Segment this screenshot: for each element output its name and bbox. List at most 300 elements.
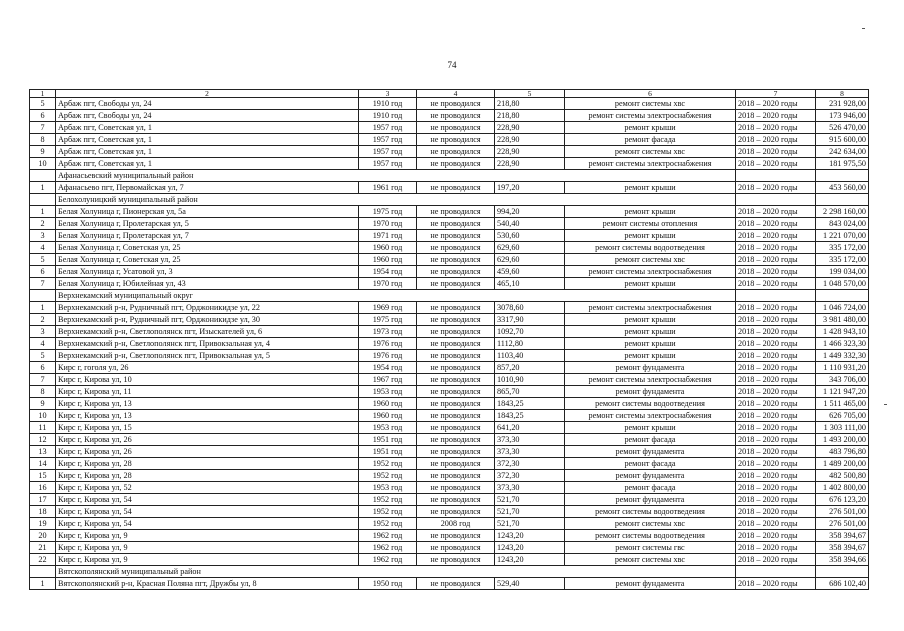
row-number: 6	[30, 266, 56, 278]
table-row	[30, 110, 869, 122]
row-number: 10	[30, 158, 56, 170]
year-built-cell: 1960 год	[359, 242, 417, 254]
year-built-cell: 1970 год	[359, 278, 417, 290]
last-repair-cell: не проводился	[417, 554, 495, 566]
year-built-cell: 1953 год	[359, 386, 417, 398]
area-cell: 1843,25	[495, 410, 565, 422]
last-repair-cell: не проводился	[417, 374, 495, 386]
address-cell: Кирс г, Кирова ул, 13	[56, 398, 359, 410]
year-built-cell: 1957 год	[359, 158, 417, 170]
row-number: 1	[30, 302, 56, 314]
table-row	[30, 578, 869, 590]
address-cell: Кирс г, Кирова ул, 52	[56, 482, 359, 494]
table-row	[30, 362, 869, 374]
table-row	[30, 458, 869, 470]
last-repair-cell: 2008 год	[417, 518, 495, 530]
row-number: 8	[30, 134, 56, 146]
cost-cell: 358 394,67	[816, 530, 869, 542]
section-row	[30, 290, 869, 302]
last-repair-cell: не проводился	[417, 350, 495, 362]
table-row	[30, 494, 869, 506]
last-repair-cell: не проводился	[417, 530, 495, 542]
work-type-cell: ремонт крыши	[565, 278, 736, 290]
area-cell: 465,10	[495, 278, 565, 290]
year-built-cell: 1953 год	[359, 422, 417, 434]
table-row	[30, 374, 869, 386]
year-built-cell: 1957 год	[359, 134, 417, 146]
row-number: 19	[30, 518, 56, 530]
work-type-cell: ремонт системы хвс	[565, 254, 736, 266]
table-row	[30, 530, 869, 542]
address-cell: Белая Холуница г, Пролетарская ул, 5	[56, 218, 359, 230]
work-type-cell: ремонт системы электроснабжения	[565, 374, 736, 386]
row-number: 4	[30, 242, 56, 254]
cost-cell: 276 501,00	[816, 518, 869, 530]
address-cell: Белая Холуница г, Юбилейная ул, 43	[56, 278, 359, 290]
row-number: 20	[30, 530, 56, 542]
period-cell: 2018 – 2020 годы	[736, 182, 816, 194]
last-repair-cell: не проводился	[417, 158, 495, 170]
column-number: 4	[417, 90, 495, 98]
year-built-cell: 1950 год	[359, 578, 417, 590]
year-built-cell: 1954 год	[359, 362, 417, 374]
row-number: 16	[30, 482, 56, 494]
address-cell: Кирс г, Кирова ул, 13	[56, 410, 359, 422]
cost-cell: 343 706,00	[816, 374, 869, 386]
address-cell: Верхнекамский р-н, Светлополянск пгт, Изыскателей ул, 6	[56, 326, 359, 338]
cost-cell: 1 048 570,00	[816, 278, 869, 290]
table-row	[30, 410, 869, 422]
period-cell: 2018 – 2020 годы	[736, 206, 816, 218]
section-number-cell	[30, 170, 56, 182]
last-repair-cell: не проводился	[417, 578, 495, 590]
last-repair-cell: не проводился	[417, 338, 495, 350]
row-number: 4	[30, 338, 56, 350]
work-type-cell: ремонт фасада	[565, 434, 736, 446]
table-row	[30, 434, 869, 446]
row-number: 5	[30, 350, 56, 362]
table-row	[30, 326, 869, 338]
address-cell: Афанасьево пгт, Первомайская ул, 7	[56, 182, 359, 194]
last-repair-cell: не проводился	[417, 470, 495, 482]
work-type-cell: ремонт фундамента	[565, 362, 736, 374]
address-cell: Белая Холуница г, Пионерская ул, 5а	[56, 206, 359, 218]
table-row	[30, 266, 869, 278]
last-repair-cell: не проводился	[417, 398, 495, 410]
last-repair-cell: не проводился	[417, 122, 495, 134]
year-built-cell: 1971 год	[359, 230, 417, 242]
column-number: 2	[56, 90, 359, 98]
last-repair-cell: не проводился	[417, 482, 495, 494]
area-cell: 857,20	[495, 362, 565, 374]
section-empty-cell	[816, 290, 869, 302]
period-cell: 2018 – 2020 годы	[736, 362, 816, 374]
year-built-cell: 1960 год	[359, 410, 417, 422]
period-cell: 2018 – 2020 годы	[736, 122, 816, 134]
cost-cell: 483 796,80	[816, 446, 869, 458]
year-built-cell: 1910 год	[359, 98, 417, 110]
last-repair-cell: не проводился	[417, 314, 495, 326]
address-cell: Арбаж пгт, Советская ул, 1	[56, 146, 359, 158]
table-row	[30, 218, 869, 230]
section-title: Верхнекамский муниципальный округ	[56, 290, 736, 302]
column-number: 6	[565, 90, 736, 98]
cost-cell: 231 928,00	[816, 98, 869, 110]
cost-cell: 915 600,00	[816, 134, 869, 146]
last-repair-cell: не проводился	[417, 386, 495, 398]
table-row	[30, 350, 869, 362]
cost-cell: 242 634,00	[816, 146, 869, 158]
period-cell: 2018 – 2020 годы	[736, 230, 816, 242]
section-row	[30, 566, 869, 578]
section-row	[30, 194, 869, 206]
cost-cell: 1 466 323,30	[816, 338, 869, 350]
work-type-cell: ремонт системы хвс	[565, 518, 736, 530]
row-number: 1	[30, 182, 56, 194]
work-type-cell: ремонт фасада	[565, 458, 736, 470]
year-built-cell: 1952 год	[359, 506, 417, 518]
cost-cell: 1 511 465,00	[816, 398, 869, 410]
area-cell: 1843,25	[495, 398, 565, 410]
row-number: 1	[30, 578, 56, 590]
row-number: 22	[30, 554, 56, 566]
period-cell: 2018 – 2020 годы	[736, 242, 816, 254]
year-built-cell: 1967 год	[359, 374, 417, 386]
period-cell: 2018 – 2020 годы	[736, 314, 816, 326]
row-number: 6	[30, 362, 56, 374]
cost-cell: 1 303 111,00	[816, 422, 869, 434]
cost-cell: 1 402 800,00	[816, 482, 869, 494]
last-repair-cell: не проводился	[417, 494, 495, 506]
year-built-cell: 1969 год	[359, 302, 417, 314]
cost-cell: 199 034,00	[816, 266, 869, 278]
address-cell: Арбаж пгт, Свободы ул, 24	[56, 110, 359, 122]
table-row	[30, 446, 869, 458]
address-cell: Кирс г, Кирова ул, 9	[56, 530, 359, 542]
period-cell: 2018 – 2020 годы	[736, 338, 816, 350]
work-type-cell: ремонт системы хвс	[565, 554, 736, 566]
area-cell: 1103,40	[495, 350, 565, 362]
work-type-cell: ремонт системы электроснабжения	[565, 266, 736, 278]
row-number: 5	[30, 254, 56, 266]
repair-program-table	[29, 89, 869, 590]
address-cell: Вятскополянский р-н, Красная Поляна пгт, Дружбы ул, 8	[56, 578, 359, 590]
address-cell: Белая Холуница г, Советская ул, 25	[56, 242, 359, 254]
last-repair-cell: не проводился	[417, 422, 495, 434]
row-number: 15	[30, 470, 56, 482]
cost-cell: 1 121 947,20	[816, 386, 869, 398]
row-number: 11	[30, 422, 56, 434]
period-cell: 2018 – 2020 годы	[736, 530, 816, 542]
cost-cell: 453 560,00	[816, 182, 869, 194]
table-row	[30, 506, 869, 518]
work-type-cell: ремонт фундамента	[565, 446, 736, 458]
period-cell: 2018 – 2020 годы	[736, 302, 816, 314]
row-number: 2	[30, 218, 56, 230]
work-type-cell: ремонт крыши	[565, 422, 736, 434]
cost-cell: 335 172,00	[816, 242, 869, 254]
cost-cell: 173 946,00	[816, 110, 869, 122]
work-type-cell: ремонт крыши	[565, 326, 736, 338]
scan-artifact	[884, 404, 887, 405]
area-cell: 521,70	[495, 494, 565, 506]
table-row	[30, 554, 869, 566]
year-built-cell: 1975 год	[359, 206, 417, 218]
section-empty-cell	[816, 566, 869, 578]
cost-cell: 181 975,50	[816, 158, 869, 170]
last-repair-cell: не проводился	[417, 506, 495, 518]
area-cell: 994,20	[495, 206, 565, 218]
cost-cell: 335 172,00	[816, 254, 869, 266]
row-number: 8	[30, 386, 56, 398]
last-repair-cell: не проводился	[417, 134, 495, 146]
address-cell: Арбаж пгт, Советская ул, 1	[56, 122, 359, 134]
area-cell: 3317,90	[495, 314, 565, 326]
year-built-cell: 1957 год	[359, 146, 417, 158]
last-repair-cell: не проводился	[417, 218, 495, 230]
area-cell: 228,90	[495, 134, 565, 146]
section-title: Белохолуницкий муниципальный район	[56, 194, 736, 206]
period-cell: 2018 – 2020 годы	[736, 98, 816, 110]
period-cell: 2018 – 2020 годы	[736, 374, 816, 386]
row-number: 10	[30, 410, 56, 422]
row-number: 13	[30, 446, 56, 458]
row-number: 3	[30, 326, 56, 338]
last-repair-cell: не проводился	[417, 242, 495, 254]
address-cell: Кирс г, Кирова ул, 54	[56, 506, 359, 518]
period-cell: 2018 – 2020 годы	[736, 218, 816, 230]
table-row	[30, 338, 869, 350]
table-row	[30, 254, 869, 266]
section-empty-cell	[816, 194, 869, 206]
address-cell: Кирс г, Кирова ул, 28	[56, 458, 359, 470]
period-cell: 2018 – 2020 годы	[736, 446, 816, 458]
address-cell: Кирс г, Кирова ул, 15	[56, 422, 359, 434]
address-cell: Кирс г, Кирова ул, 9	[56, 542, 359, 554]
section-empty-cell	[736, 566, 816, 578]
work-type-cell: ремонт системы электроснабжения	[565, 110, 736, 122]
table-row	[30, 278, 869, 290]
last-repair-cell: не проводился	[417, 182, 495, 194]
area-cell: 1112,80	[495, 338, 565, 350]
cost-cell: 276 501,00	[816, 506, 869, 518]
section-empty-cell	[736, 170, 816, 182]
address-cell: Кирс г, Кирова ул, 11	[56, 386, 359, 398]
area-cell: 373,30	[495, 482, 565, 494]
cost-cell: 358 394,66	[816, 554, 869, 566]
year-built-cell: 1957 год	[359, 122, 417, 134]
work-type-cell: ремонт фундамента	[565, 578, 736, 590]
period-cell: 2018 – 2020 годы	[736, 434, 816, 446]
year-built-cell: 1962 год	[359, 542, 417, 554]
year-built-cell: 1910 год	[359, 110, 417, 122]
area-cell: 372,30	[495, 458, 565, 470]
table-row	[30, 302, 869, 314]
year-built-cell: 1962 год	[359, 530, 417, 542]
address-cell: Кирс г, Кирова ул, 28	[56, 470, 359, 482]
table-row	[30, 470, 869, 482]
period-cell: 2018 – 2020 годы	[736, 458, 816, 470]
table-row	[30, 98, 869, 110]
area-cell: 373,30	[495, 446, 565, 458]
work-type-cell: ремонт системы гвс	[565, 542, 736, 554]
area-cell: 521,70	[495, 518, 565, 530]
year-built-cell: 1952 год	[359, 494, 417, 506]
cost-cell: 676 123,20	[816, 494, 869, 506]
work-type-cell: ремонт системы хвс	[565, 146, 736, 158]
last-repair-cell: не проводился	[417, 458, 495, 470]
section-empty-cell	[736, 290, 816, 302]
row-number: 21	[30, 542, 56, 554]
row-number: 9	[30, 146, 56, 158]
year-built-cell: 1951 год	[359, 446, 417, 458]
period-cell: 2018 – 2020 годы	[736, 110, 816, 122]
last-repair-cell: не проводился	[417, 446, 495, 458]
area-cell: 540,40	[495, 218, 565, 230]
page-number: 74	[447, 60, 457, 70]
row-number: 7	[30, 374, 56, 386]
cost-cell: 686 102,40	[816, 578, 869, 590]
area-cell: 641,20	[495, 422, 565, 434]
period-cell: 2018 – 2020 годы	[736, 494, 816, 506]
table-row	[30, 182, 869, 194]
period-cell: 2018 – 2020 годы	[736, 482, 816, 494]
year-built-cell: 1952 год	[359, 458, 417, 470]
year-built-cell: 1952 год	[359, 470, 417, 482]
table-row	[30, 482, 869, 494]
last-repair-cell: не проводился	[417, 302, 495, 314]
row-number: 5	[30, 98, 56, 110]
address-cell: Кирс г, Кирова ул, 26	[56, 446, 359, 458]
address-cell: Арбаж пгт, Свободы ул, 24	[56, 98, 359, 110]
address-cell: Кирс г, гоголя ул, 26	[56, 362, 359, 374]
cost-cell: 626 705,00	[816, 410, 869, 422]
year-built-cell: 1976 год	[359, 338, 417, 350]
last-repair-cell: не проводился	[417, 410, 495, 422]
section-empty-cell	[736, 194, 816, 206]
cost-cell: 1 046 724,00	[816, 302, 869, 314]
cost-cell: 1 221 070,00	[816, 230, 869, 242]
work-type-cell: ремонт крыши	[565, 230, 736, 242]
section-title: Вятскополянский муниципальный район	[56, 566, 736, 578]
last-repair-cell: не проводился	[417, 434, 495, 446]
year-built-cell: 1970 год	[359, 218, 417, 230]
cost-cell: 1 449 332,30	[816, 350, 869, 362]
year-built-cell: 1954 год	[359, 266, 417, 278]
period-cell: 2018 – 2020 годы	[736, 350, 816, 362]
row-number: 12	[30, 434, 56, 446]
area-cell: 629,60	[495, 242, 565, 254]
table-row	[30, 422, 869, 434]
year-built-cell: 1952 год	[359, 518, 417, 530]
last-repair-cell: не проводился	[417, 230, 495, 242]
address-cell: Верхнекамский р-н, Светлополянск пгт, Привокзальная ул, 5	[56, 350, 359, 362]
period-cell: 2018 – 2020 годы	[736, 518, 816, 530]
table-row	[30, 158, 869, 170]
address-cell: Арбаж пгт, Советская ул, 1	[56, 134, 359, 146]
column-number: 1	[30, 90, 56, 98]
year-built-cell: 1962 год	[359, 554, 417, 566]
last-repair-cell: не проводился	[417, 254, 495, 266]
period-cell: 2018 – 2020 годы	[736, 146, 816, 158]
column-number: 8	[816, 90, 869, 98]
column-number-row	[30, 90, 869, 98]
cost-cell: 482 500,80	[816, 470, 869, 482]
section-number-cell	[30, 566, 56, 578]
address-cell: Кирс г, Кирова ул, 54	[56, 494, 359, 506]
area-cell: 459,60	[495, 266, 565, 278]
work-type-cell: ремонт крыши	[565, 338, 736, 350]
last-repair-cell: не проводился	[417, 206, 495, 218]
year-built-cell: 1960 год	[359, 398, 417, 410]
work-type-cell: ремонт крыши	[565, 182, 736, 194]
work-type-cell: ремонт системы водоотведения	[565, 242, 736, 254]
area-cell: 228,90	[495, 146, 565, 158]
period-cell: 2018 – 2020 годы	[736, 410, 816, 422]
last-repair-cell: не проводился	[417, 110, 495, 122]
cost-cell: 1 489 200,00	[816, 458, 869, 470]
work-type-cell: ремонт крыши	[565, 206, 736, 218]
area-cell: 1243,20	[495, 542, 565, 554]
period-cell: 2018 – 2020 годы	[736, 254, 816, 266]
cost-cell: 526 470,00	[816, 122, 869, 134]
work-type-cell: ремонт крыши	[565, 122, 736, 134]
cost-cell: 358 394,67	[816, 542, 869, 554]
table-row	[30, 242, 869, 254]
table-row	[30, 134, 869, 146]
period-cell: 2018 – 2020 годы	[736, 386, 816, 398]
row-number: 7	[30, 278, 56, 290]
year-built-cell: 1960 год	[359, 254, 417, 266]
area-cell: 521,70	[495, 506, 565, 518]
period-cell: 2018 – 2020 годы	[736, 398, 816, 410]
period-cell: 2018 – 2020 годы	[736, 542, 816, 554]
work-type-cell: ремонт фасада	[565, 134, 736, 146]
area-cell: 529,40	[495, 578, 565, 590]
work-type-cell: ремонт фундамента	[565, 470, 736, 482]
work-type-cell: ремонт системы электроснабжения	[565, 410, 736, 422]
cost-cell: 843 024,00	[816, 218, 869, 230]
address-cell: Белая Холуница г, Пролетарская ул, 7	[56, 230, 359, 242]
work-type-cell: ремонт системы водоотведения	[565, 506, 736, 518]
work-type-cell: ремонт фундамента	[565, 386, 736, 398]
period-cell: 2018 – 2020 годы	[736, 554, 816, 566]
period-cell: 2018 – 2020 годы	[736, 422, 816, 434]
address-cell: Белая Холуница г, Советская ул, 25	[56, 254, 359, 266]
area-cell: 228,90	[495, 122, 565, 134]
work-type-cell: ремонт фасада	[565, 482, 736, 494]
work-type-cell: ремонт системы хвс	[565, 98, 736, 110]
area-cell: 1243,20	[495, 530, 565, 542]
area-cell: 373,30	[495, 434, 565, 446]
section-row	[30, 170, 869, 182]
area-cell: 865,70	[495, 386, 565, 398]
area-cell: 218,80	[495, 98, 565, 110]
row-number: 6	[30, 110, 56, 122]
row-number: 18	[30, 506, 56, 518]
period-cell: 2018 – 2020 годы	[736, 326, 816, 338]
cost-cell: 2 298 160,00	[816, 206, 869, 218]
address-cell: Верхнекамский р-н, Рудничный пгт, Орджоникидзе ул, 22	[56, 302, 359, 314]
period-cell: 2018 – 2020 годы	[736, 278, 816, 290]
last-repair-cell: не проводился	[417, 326, 495, 338]
area-cell: 1010,90	[495, 374, 565, 386]
period-cell: 2018 – 2020 годы	[736, 506, 816, 518]
table-row	[30, 122, 869, 134]
work-type-cell: ремонт фундамента	[565, 494, 736, 506]
table-row	[30, 206, 869, 218]
row-number: 17	[30, 494, 56, 506]
